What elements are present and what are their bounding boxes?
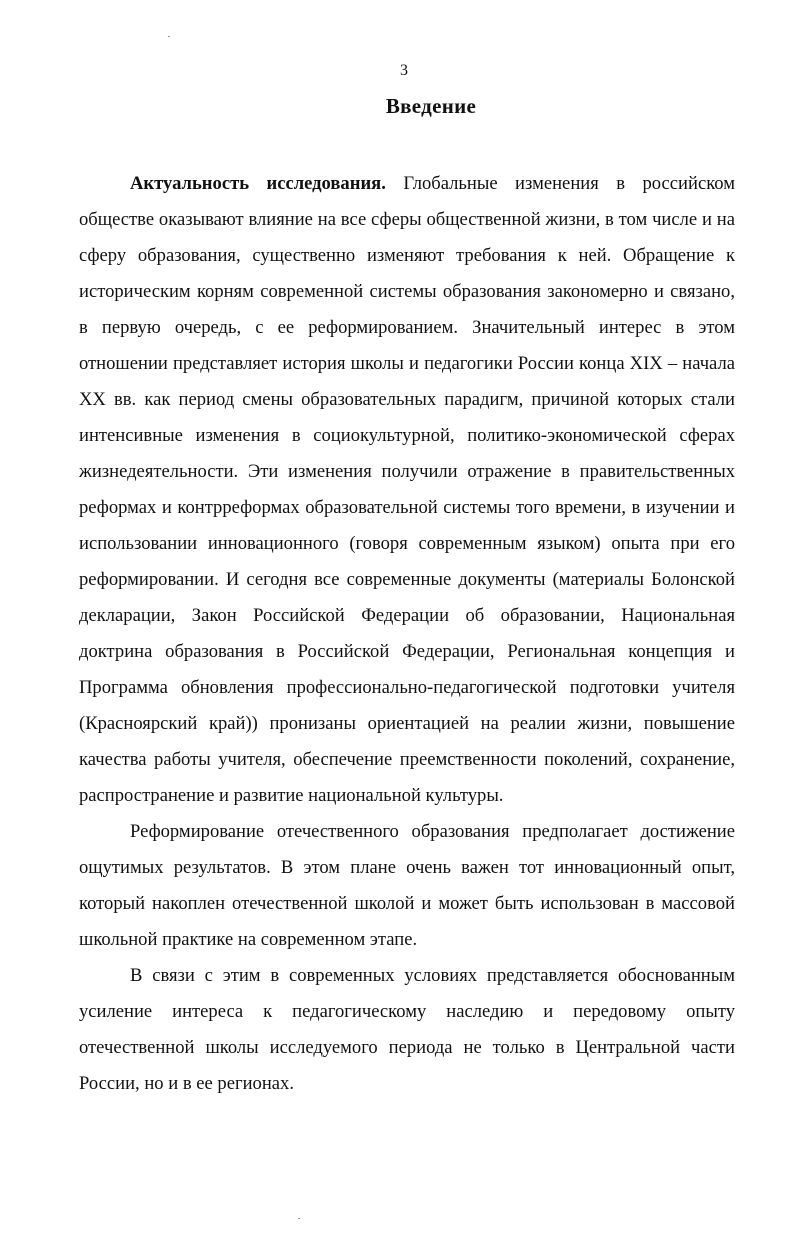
paragraph-heritage: В связи с этим в современных условиях представляется обоснованным усиление интереса к педагогическому наследию и передовому опыту отечественной школы исследуемого периода не только в Центральной части России, но и в ее регионах. — [79, 965, 735, 1094]
scan-speck — [298, 1218, 300, 1219]
paragraph-text: Глобальные изменения в российском обществе оказывают влияние на все сферы общественной жизни, в том числе и на сферу образования, существенно изменяют требования к ней. Обращение к историческим корням современной системы образования закономерно и связано, в первую очередь, с ее реформированием. Значительный интерес в этом отношении представляет история школы и педагогики России конца XIX – начала XX вв. как период смены образовательных парадигм, причиной которых стали интенсивные изменения в социокультурной, политико-экономической сферах жизнедеятельности. Эти изменения получили отражение в правительственных реформах и контрреформах образовательной системы того времени, в изучении и использовании инновационного (говоря современным языком) опыта при его реформировании. И сегодня все современные документы (материалы Болонской декларации, Закон Российской Федерации об образовании, Национальная доктрина образования в Российской Федерации, Региональная концепция и Программа обновления профессионально-педагогической подготовки учителя (Красноярский край)) пронизаны ориентацией на реалии жизни, повышение качества работы учителя, обеспечение преемственности поколений, сохранение, распространение и развитие национальной культуры. — [79, 173, 735, 806]
body-text — [79, 166, 735, 1102]
scan-speck — [168, 36, 170, 37]
page-number: 3 — [400, 62, 408, 79]
paragraph-reform: Реформирование отечественного образования предполагает достижение ощутимых результатов. В этом плане очень важен тот инновационный опыт, который накоплен отечественной школой и может быть использован в массовой школьной практике на современном этапе. — [79, 821, 735, 950]
paragraph-lead: Актуальность исследования. — [130, 173, 386, 194]
paragraph-relevance — [79, 166, 735, 814]
section-title: Введение — [385, 94, 477, 118]
